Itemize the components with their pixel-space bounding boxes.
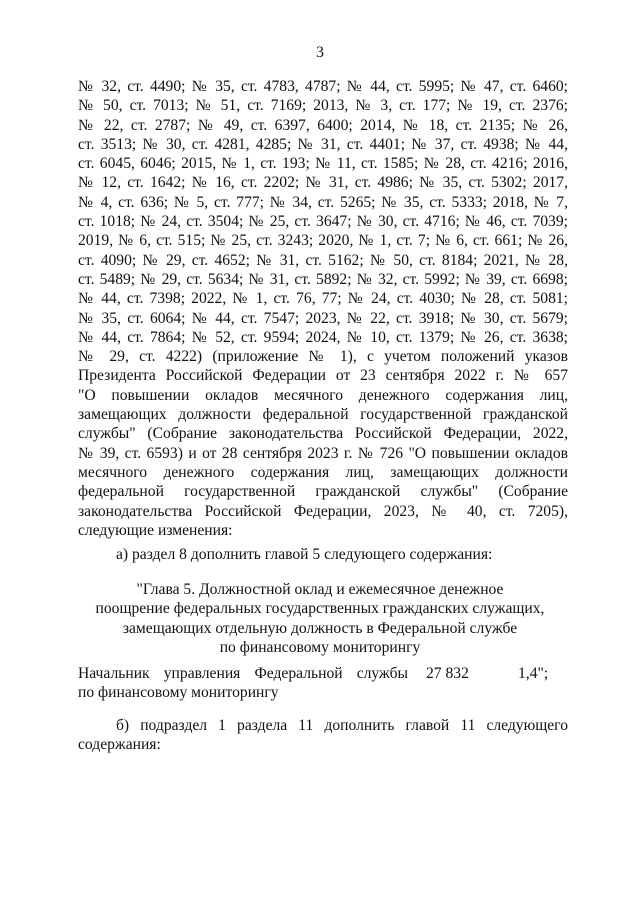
main-paragraph (78, 77, 568, 540)
chapter-heading (0, 580, 640, 657)
item-b-line: содержания: (78, 736, 161, 754)
salary-value: 27 832 (426, 665, 469, 682)
text-line: "О повышении окладов месячного денежного содержания лиц, (78, 386, 568, 404)
position-line: по финансовому мониторингу (78, 684, 279, 702)
text-line: № 4, ст. 636; № 5, ст. 777; № 34, ст. 5265; № 35, ст. 5333; 2018, № 7, (78, 193, 568, 211)
text-line: № 12, ст. 1642; № 16, ст. 2202; № 31, ст. 4986; № 35, ст. 5302; 2017, (78, 174, 568, 192)
text-line: № 35, ст. 6064; № 44, ст. 7547; 2023, № 22, ст. 3918; № 30, ст. 5679; (78, 309, 568, 327)
item-b-line: б) подраздел 1 раздела 11 дополнить главой 11 следующего (116, 717, 568, 734)
text-line: № 39, ст. 6593) и от 28 сентября 2023 г. № 726 "О повышении окладов (78, 444, 568, 462)
text-line: службы" (Собрание законодательства Российской Федерации, 2022, (78, 425, 568, 443)
heading-line: поощрение федеральных государственных гражданских служащих, (95, 600, 545, 618)
text-line: следующие изменения: (78, 521, 233, 539)
heading-line: по финансовому мониторингу (219, 638, 421, 656)
item-a-text: а) раздел 8 дополнить главой 5 следующего содержания: (116, 546, 493, 563)
text-line: № 32, ст. 4490; № 35, ст. 4783, 4787; № 44, ст. 5995; № 47, ст. 6460; (78, 78, 568, 95)
page-number: 3 (316, 44, 324, 61)
position-title (78, 664, 408, 703)
coefficient-value: 1,4"; (518, 665, 549, 682)
text-line: ст. 5489; № 29, ст. 5634; № 31, ст. 5892; № 32, ст. 5992; № 39, ст. 6698; (78, 270, 568, 288)
text-line: № 29, ст. 4222) (приложение № 1), с учетом положений указов (78, 348, 568, 366)
text-line: замещающих должности федеральной государственной гражданской (78, 406, 568, 424)
text-line: законодательства Российской Федерации, 2023, № 40, ст. 7205), (78, 502, 568, 520)
text-line: № 50, ст. 7013; № 51, ст. 7169; 2013, № 3, ст. 177; № 19, ст. 2376; (78, 97, 568, 115)
item-a-paragraph (78, 545, 568, 564)
text-line: ст. 1018; № 24, ст. 3504; № 25, ст. 3647; № 30, ст. 4716; № 46, ст. 7039; (78, 213, 568, 231)
text-line: № 22, ст. 2787; № 49, ст. 6397, 6400; 2014, № 18, ст. 2135; № 26, (78, 116, 568, 134)
text-line: федеральной государственной гражданской службы" (Собрание (78, 483, 568, 501)
text-line: № 44, ст. 7864; № 52, ст. 9594; 2024, № 10, ст. 1379; № 26, ст. 3638; (78, 328, 568, 346)
item-b-paragraph (78, 716, 568, 755)
text-line: № 44, ст. 7398; 2022, № 1, ст. 76, 77; № 24, ст. 4030; № 28, ст. 5081; (78, 290, 568, 308)
heading-line: "Глава 5. Должностной оклад и ежемесячное денежное (136, 581, 504, 598)
text-line: 2019, № 6, ст. 515; № 25, ст. 3243; 2020, № 1, ст. 7; № 6, ст. 661; № 26, (78, 232, 568, 250)
position-line: Начальник управления Федеральной службы (78, 665, 408, 682)
text-line: ст. 4090; № 29, ст. 4652; № 31, ст. 5162; № 50, ст. 8184; 2021, № 28, (78, 251, 568, 269)
text-line: ст. 6045, 6046; 2015, № 1, ст. 193; № 11, ст. 1585; № 28, ст. 4216; 2016, (78, 155, 568, 173)
text-line: месячного денежного содержания лиц, замещающих должности (78, 463, 568, 481)
text-line: ст. 3513; № 30, ст. 4281, 4285; № 31, ст. 4401; № 37, ст. 4938; № 44, (78, 135, 568, 153)
heading-line: замещающих отдельную должность в Федеральной службе (122, 619, 518, 637)
text-line: Президента Российской Федерации от 23 сентября 2022 г. № 657 (78, 367, 568, 385)
